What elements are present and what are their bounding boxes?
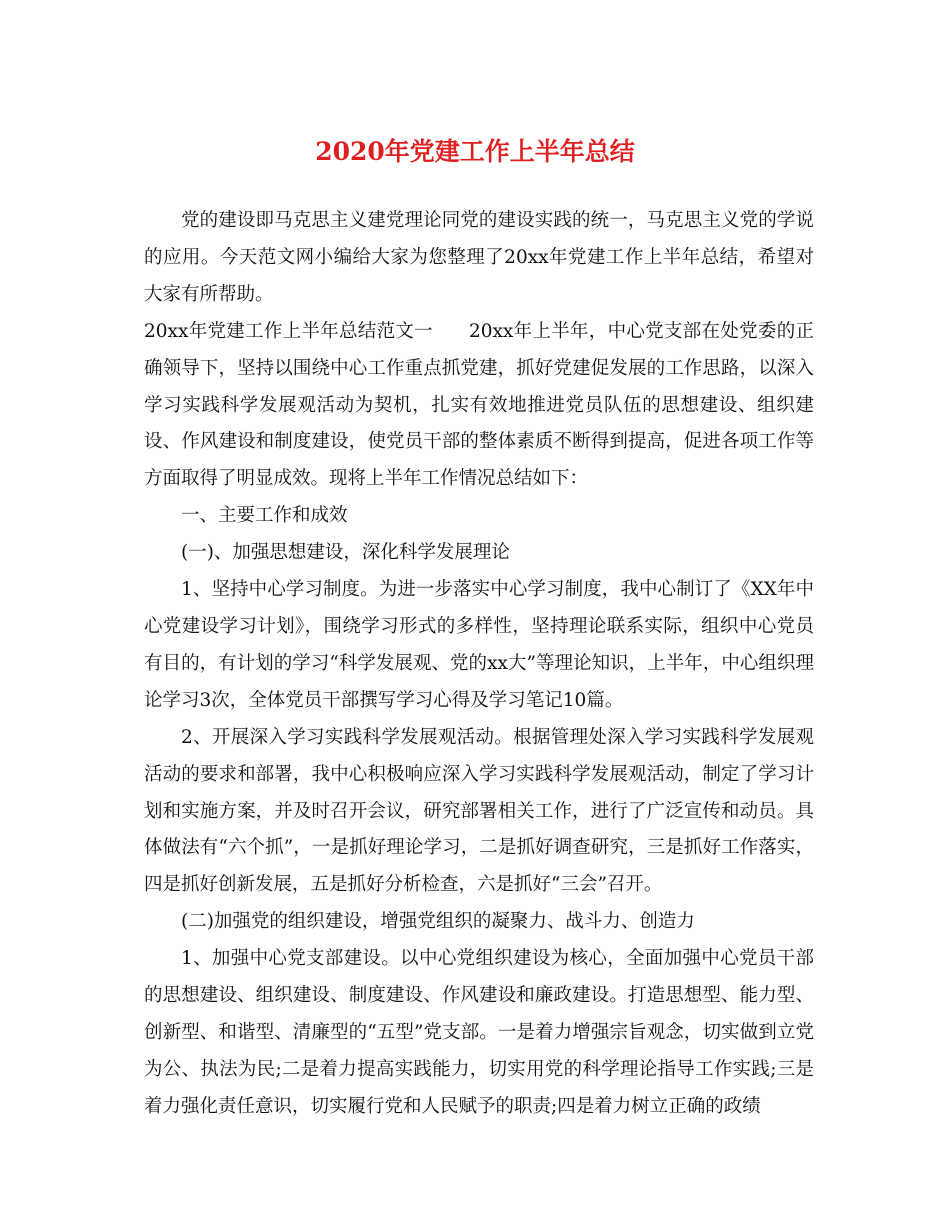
document-title: 2020年党建工作上半年总结 xyxy=(315,137,635,166)
sample-intro: 20xx年上半年，中心党支部在处党委的正确领导下，坚持以围绕中心工作重点抓党建，抓好党建促发展的工作思路，以深入学习实践科学发展观活动为契机，扎实有效地推进党员队伍的思想建设、组织建设、作风建设和制度建设，使党员干部的整体素质不断得到提高，促进各项工作等方面取得了明显成效。现将上半年工作情况总结如下： xyxy=(144,320,814,490)
paragraph-item-2-1: 1、加强中心党支部建设。以中心党组织建设为核心，全面加强中心党员干部的思想建设、组织建设、制度建设、作风建设和廉政建设。打造思想型、能力型、创新型、和谐型、清廉型的“五型”党支部。一是着力增强宗旨观念，切实做到立党为公、执法为民;二是着力提高实践能力，切实用党的科学理论指导工作实践;三是着力强化责任意识，切实履行党和人民赋予的职责;四是着力树立正确的政绩 xyxy=(144,948,814,1117)
sample-heading: 20xx年党建工作上半年总结范文一 xyxy=(144,320,433,342)
document-body xyxy=(144,203,814,1126)
paragraph-item-1-1: 1、坚持中心学习制度。为进一步落实中心学习制度，我中心制订了《XX年中心党建设学习计划》，围绕学习形式的多样性，坚持理论联系实际，组织中心党员有目的，有计划的学习“科学发展观、党的xx大”等理论知识，上半年，中心组织理论学习3次，全体党员干部撰写学习心得及学习笔记10篇。 xyxy=(144,579,814,711)
intro-paragraph: 党的建设即马克思主义建党理论同党的建设实践的统一，马克思主义党的学说的应用。今天范文网小编给大家为您整理了20xx年党建工作上半年总结，希望对大家有所帮助。 xyxy=(144,210,814,305)
section-heading-1: 一、主要工作和成效 xyxy=(181,505,348,527)
paragraph-item-1-2: 2、开展深入学习实践科学发展观活动。根据管理处深入学习实践科学发展观活动的要求和部署，我中心积极响应深入学习实践科学发展观活动，制定了学习计划和实施方案，并及时召开会议，研究部署相关工作，进行了广泛宣传和动员。具体做法有“六个抓”，一是抓好理论学习，二是抓好调查研究，三是抓好工作落实，四是抓好创新发展，五是抓好分析检查，六是抓好“三会”召开。 xyxy=(144,726,814,896)
subsection-heading-2: (二)加强党的组织建设，增强党组织的凝聚力、战斗力、创造力 xyxy=(181,911,695,933)
subsection-heading-1: (一)、加强思想建设，深化科学发展理论 xyxy=(181,542,510,564)
sample-paragraph xyxy=(144,314,814,499)
